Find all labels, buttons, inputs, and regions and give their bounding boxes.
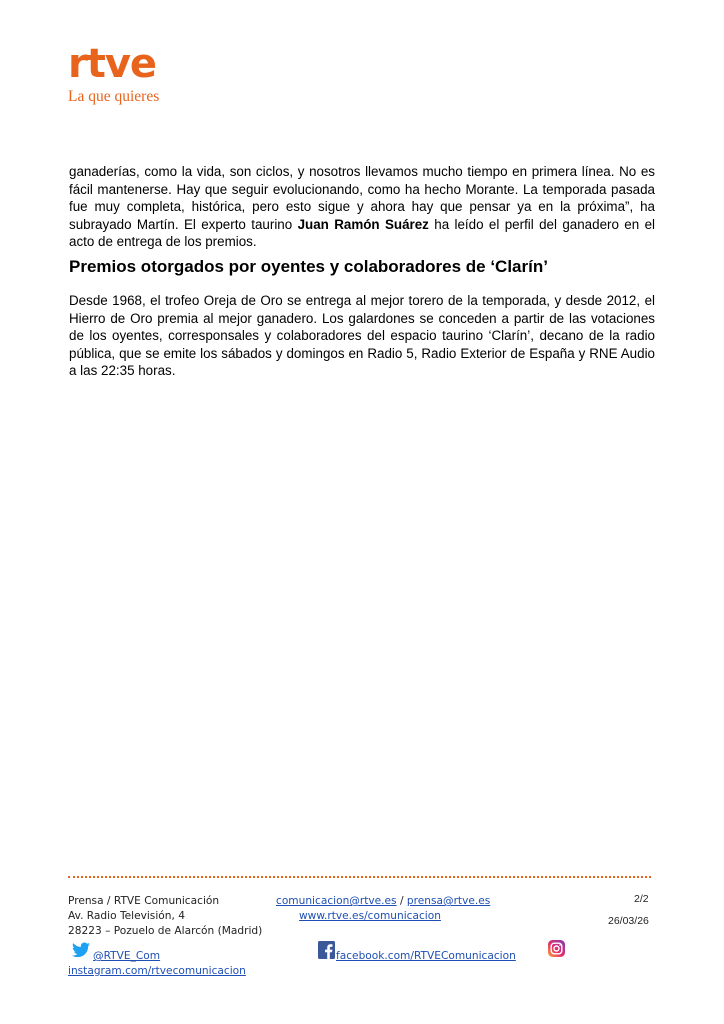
footer-org: Prensa / RTVE Comunicación xyxy=(68,895,220,907)
document-date: 26/03/26 xyxy=(608,915,649,927)
facebook-icon xyxy=(318,941,335,959)
logo-tagline: La que quieres xyxy=(68,88,160,105)
footer-emails xyxy=(276,894,490,909)
instagram-link[interactable]: instagram.com/rtvecomunicacion xyxy=(68,965,246,977)
footer-address-line2: 28223 – Pozuelo de Alarcón (Madrid) xyxy=(68,925,263,937)
email-comunicacion-link[interactable]: comunicacion@rtve.es xyxy=(276,895,397,907)
twitter-link[interactable]: @RTVE_Com xyxy=(93,950,161,962)
footer-instagram xyxy=(68,964,246,979)
footer-website xyxy=(299,909,441,924)
footer-divider xyxy=(68,876,651,878)
email-separator: / xyxy=(396,895,407,907)
footer-facebook xyxy=(336,949,516,964)
section-heading: Premios otorgados por oyentes y colaboradores de ‘Clarín’ xyxy=(69,257,548,276)
facebook-link[interactable]: facebook.com/RTVEComunicacion xyxy=(336,950,516,962)
rtve-logo xyxy=(68,41,188,106)
footer-address-line1: Av. Radio Televisión, 4 xyxy=(68,910,185,922)
expert-name: Juan Ramón Suárez xyxy=(297,216,429,232)
twitter-icon xyxy=(72,942,90,958)
website-link[interactable]: www.rtve.es/comunicacion xyxy=(299,910,441,922)
email-prensa-link[interactable]: prensa@rtve.es xyxy=(406,895,491,907)
logo-wordmark: rtve xyxy=(68,41,157,87)
paragraph-1-text-start: ganaderías, como la vida, son ciclos, y nosotros llevamos mucho tiempo en primera línea. No es fácil mantenerse. Hay que seguir evolucionando, como ha hecho Morante. La temporada pasada fue muy completa, histórica, pero esto sigue y ahora hay que pensar ya en la próxima”, ha subrayado Martín. El experto taurino xyxy=(69,164,655,232)
footer-twitter xyxy=(93,949,160,964)
paragraph-1-text-end: ha leído el perfil del ganadero en el acto de entrega de los premios. xyxy=(69,216,655,250)
paragraph-2: Desde 1968, el trofeo Oreja de Oro se entrega al mejor torero de la temporada, y desde 2012, el Hierro de Oro premia al mejor ganadero. Los galardones se conceden a partir de las votaciones de los oyentes, corresponsales y colaboradores del espacio taurino ‘Clarín’, decano de la radio pública, que se emite los sábados y domingos en Radio 5, Radio Exterior de España y RNE Audio a las 22:35 horas. xyxy=(69,293,655,379)
paragraph-1 xyxy=(69,163,655,251)
page-number: 2/2 xyxy=(634,893,649,905)
instagram-icon xyxy=(548,940,565,957)
